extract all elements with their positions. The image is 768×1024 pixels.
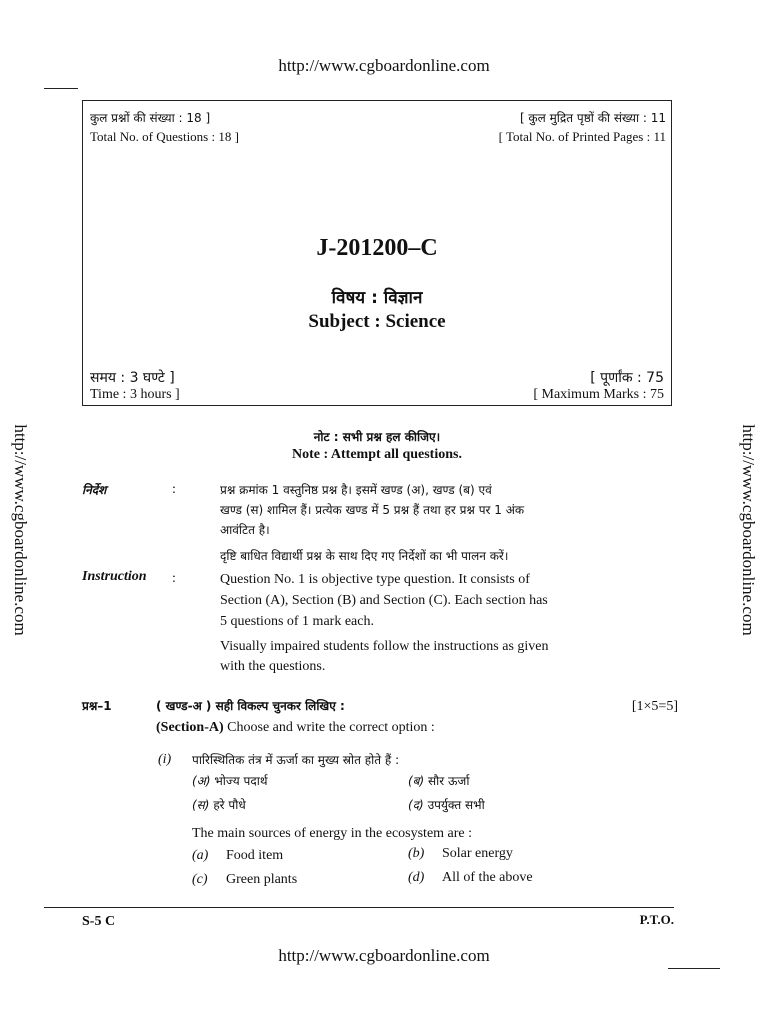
instructions-colon-en: : [172, 571, 176, 586]
option-en-c [192, 872, 297, 888]
instructions-en-line-4: Visually impaired students follow the instructions as given [220, 639, 549, 654]
option-en-d [408, 870, 533, 886]
questions-count-en: Total No. of Questions : 18 ] [90, 129, 239, 144]
question-text-hi: पारिस्थितिक तंत्र में ऊर्जा का मुख्य स्रोत होते हैं : [192, 753, 400, 767]
subject-hi: विषय : विज्ञान [331, 288, 423, 308]
instructions-en-line-3: 5 questions of 1 mark each. [220, 614, 374, 629]
option-text: Food item [226, 848, 284, 863]
option-en-a [192, 848, 283, 864]
instructions-colon-hi: : [172, 482, 176, 497]
option-text: हरे पौधे [213, 798, 246, 812]
section-a-text-en: Choose and write the correct option : [227, 720, 435, 735]
footer-rule [44, 907, 674, 908]
instructions-label-hi: निर्देश [82, 483, 107, 497]
question-text-en: The main sources of energy in the ecosystem are : [192, 826, 473, 841]
footer-pto: P.T.O. [639, 912, 674, 927]
option-text: सौर ऊर्जा [428, 774, 470, 788]
option-key: (c) [192, 872, 208, 887]
instructions-en-line-1: Question No. 1 is objective type question. It consists of [220, 572, 530, 587]
instructions-label-en: Instruction [82, 569, 147, 584]
page-url-bottom: http://www.cgboardonline.com [278, 946, 490, 965]
option-key: (ब) [408, 774, 425, 788]
option-key: (d) [408, 870, 425, 885]
option-text: Green plants [226, 872, 298, 887]
top-left-rule [44, 88, 78, 89]
instructions-hi-line-1: प्रश्न क्रमांक 1 वस्तुनिष्ठ प्रश्न है। इसमें खण्ड (अ), खण्ड (ब) एवं [220, 483, 492, 497]
option-hi-c [192, 796, 246, 813]
option-key: (अ) [192, 774, 211, 788]
note-en: Note : Attempt all questions. [292, 447, 462, 462]
option-hi-b [408, 772, 469, 789]
part-number: (i) [158, 752, 172, 767]
paper-code: J-201200–C [316, 235, 438, 261]
marks-en: [ Maximum Marks : 75 [533, 387, 664, 402]
page-url-left: http://www.cgboardonline.com [11, 424, 30, 636]
questions-count-hi: कुल प्रश्नों की संख्या : 18 ] [90, 111, 211, 125]
bottom-right-rule [668, 968, 720, 969]
option-text: All of the above [442, 870, 533, 885]
instructions-en-line-2: Section (A), Section (B) and Section (C). Each section has [220, 593, 548, 608]
instructions-en-line-5: with the questions. [220, 659, 326, 674]
pages-count-en: [ Total No. of Printed Pages : 11 [498, 129, 666, 144]
option-hi-a [192, 772, 268, 789]
pages-count-hi: [ कुल मुद्रित पृष्ठों की संख्या : 11 [519, 111, 666, 125]
page-url-right: http://www.cgboardonline.com [739, 424, 758, 636]
subject-en: Subject : Science [308, 311, 446, 332]
instructions-hi-line-4: दृष्टि बाधित विद्यार्थी प्रश्न के साथ दिए गए निर्देशों का भी पालन करें। [220, 549, 509, 563]
time-hi: समय : 3 घण्टे ] [90, 370, 175, 386]
instructions-hi-line-2: खण्ड (स) शामिल हैं। प्रत्येक खण्ड में 5 प्रश्न हैं तथा हर प्रश्न पर 1 अंक [220, 503, 525, 517]
option-hi-d [408, 796, 485, 813]
section-a-hi: ( खण्ड-अ ) सही विकल्प चुनकर लिखिए : [156, 699, 345, 713]
option-text: Solar energy [442, 846, 513, 861]
option-text: भोज्य पदार्थ [214, 774, 268, 788]
page-url-top: http://www.cgboardonline.com [278, 56, 490, 75]
marks-hi: [ पूर्णांक : 75 [590, 370, 664, 386]
option-en-b [408, 846, 513, 862]
note-hi: नोट : सभी प्रश्न हल कीजिए। [313, 430, 441, 444]
option-key: (a) [192, 848, 209, 863]
section-a-label-en: (Section-A) [156, 720, 224, 735]
question-number: प्रश्न–1 [82, 699, 112, 713]
option-key: (द) [408, 798, 424, 812]
option-text: उपर्युक्त सभी [427, 798, 485, 812]
question-marks: [1×5=5] [631, 699, 678, 714]
time-en: Time : 3 hours ] [90, 387, 180, 402]
option-key: (b) [408, 846, 425, 861]
option-key: (स) [192, 798, 210, 812]
footer-code: S-5 C [82, 914, 116, 929]
instructions-hi-line-3: आवंटित है। [220, 523, 270, 537]
